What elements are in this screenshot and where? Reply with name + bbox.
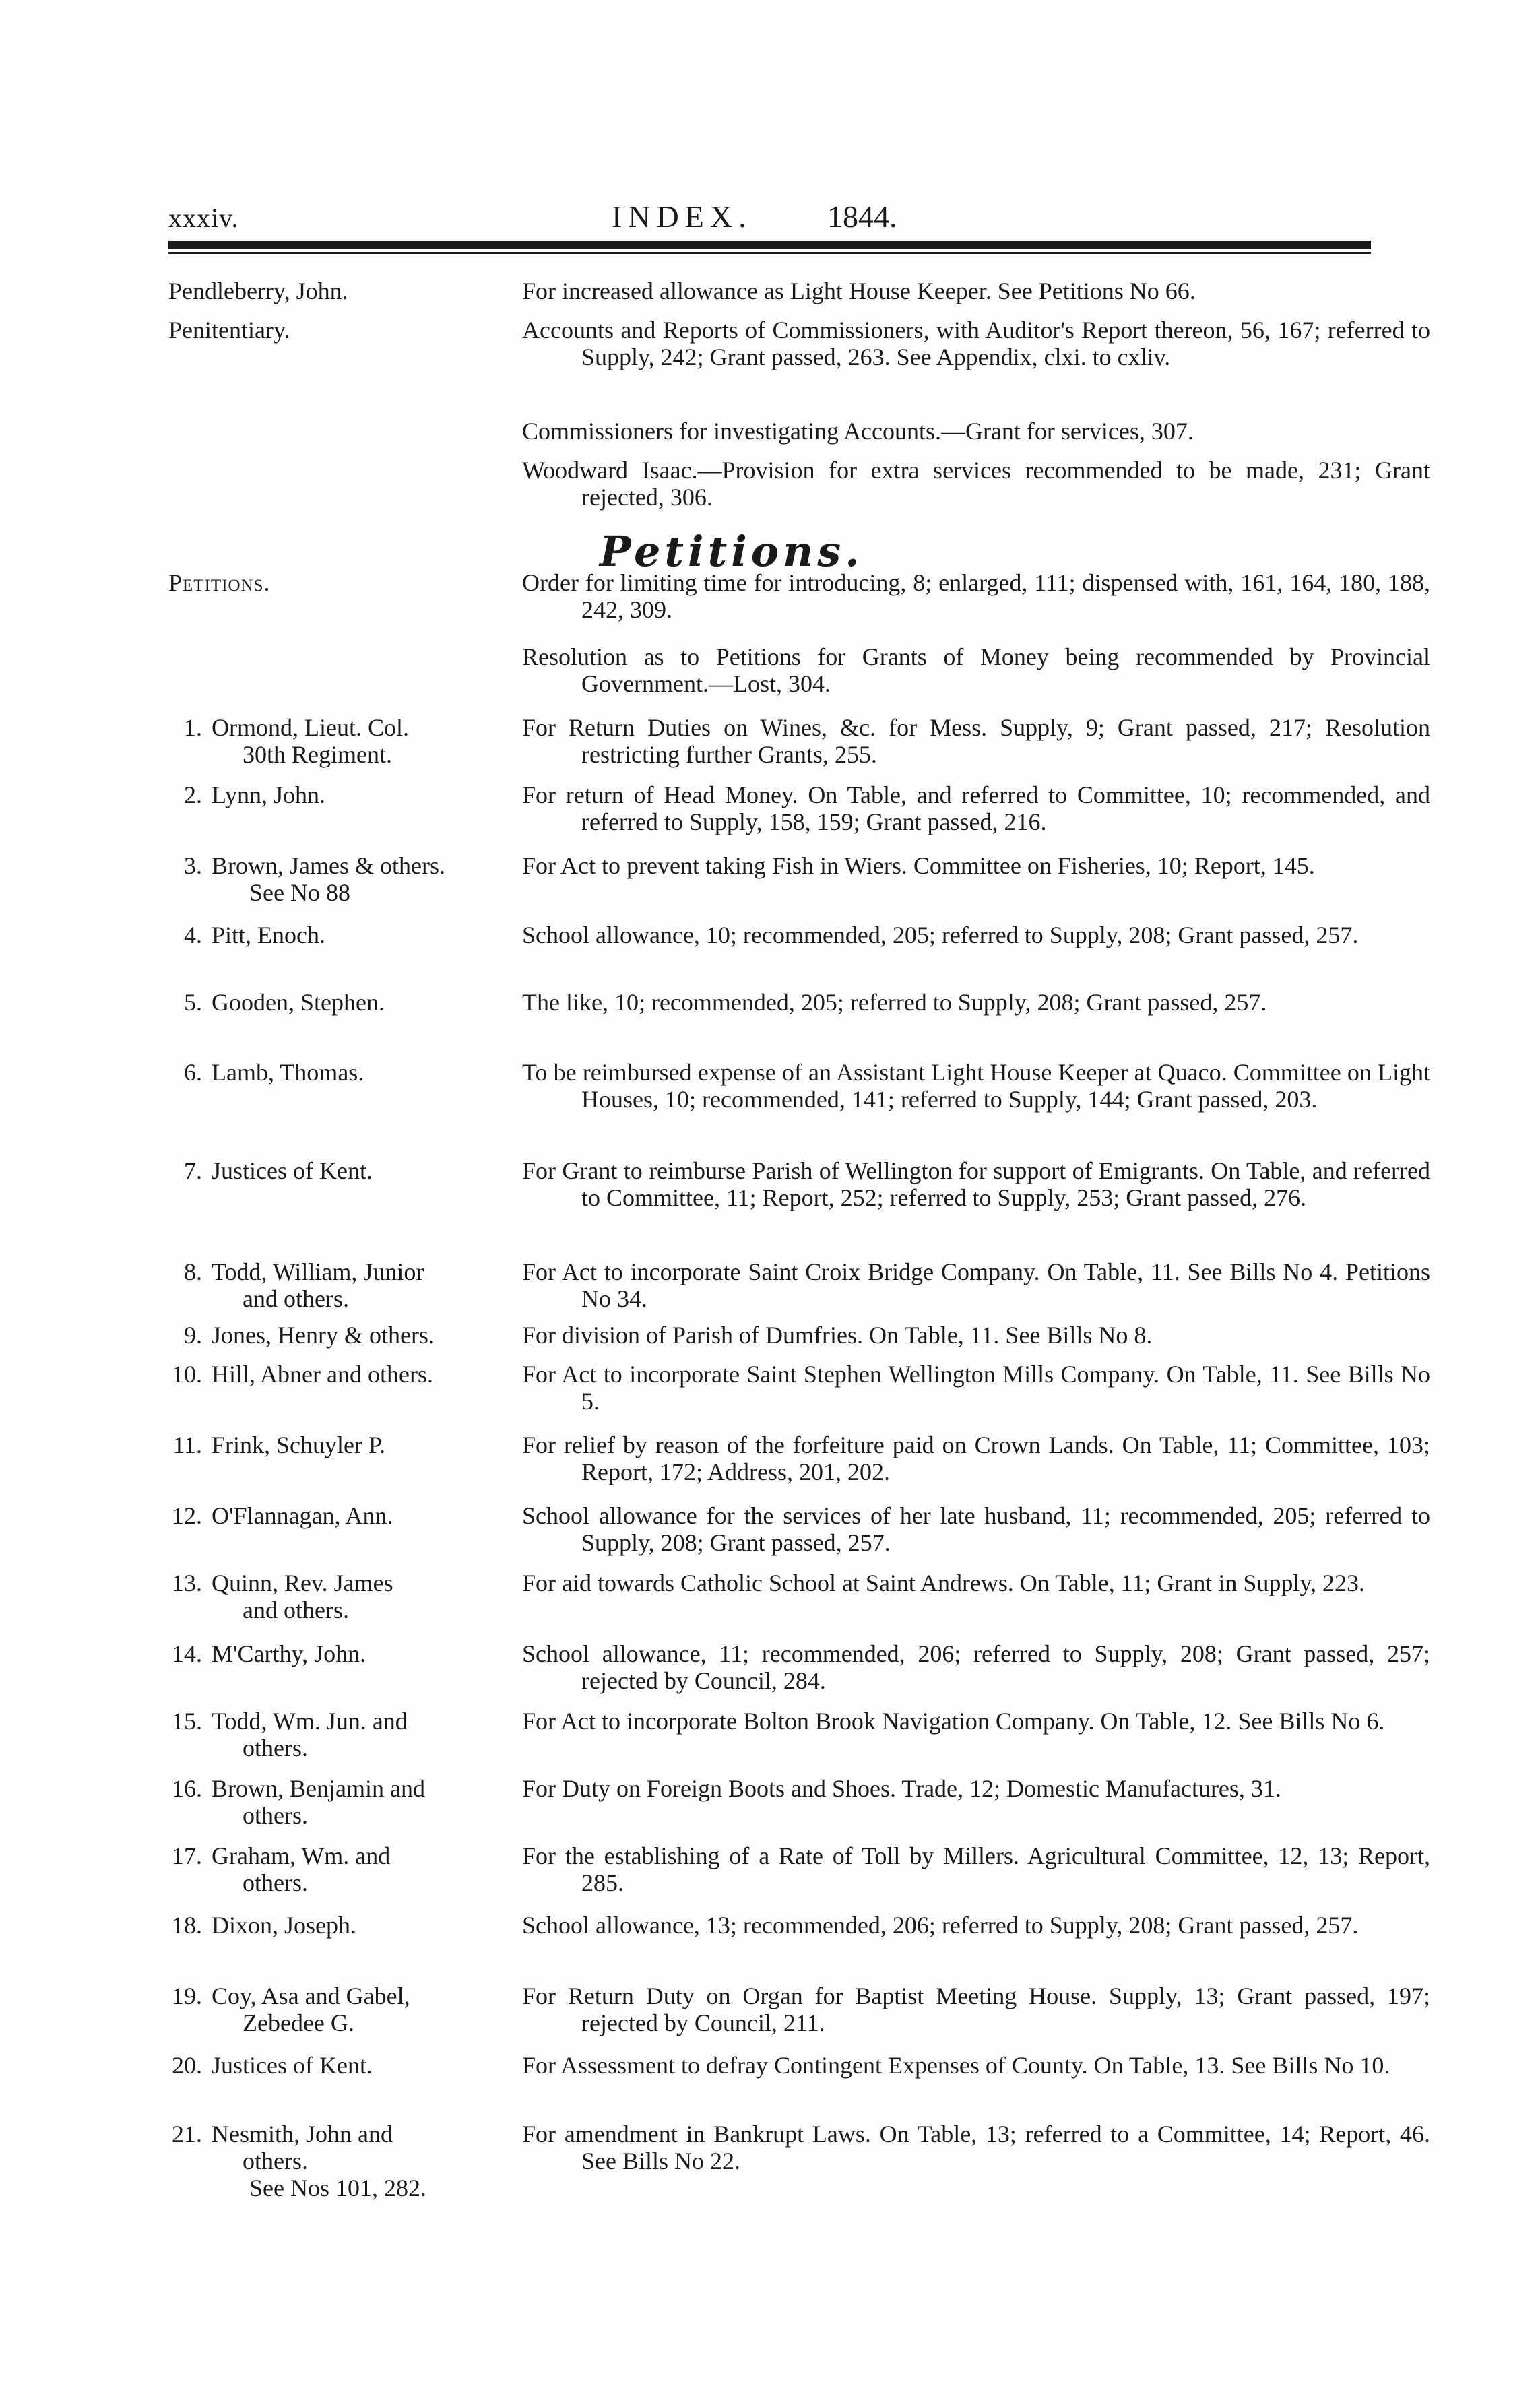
petition-name: Frink, Schuyler P. (212, 1431, 386, 1458)
petition-text: For amendment in Bankrupt Laws. On Table, 13; referred to a Committee, 14; Report, 46. See Bills No 22. (522, 2121, 1430, 2174)
petition-subject (168, 1640, 519, 1667)
petition-subject (168, 2121, 519, 2201)
petition-number: 20. (172, 2052, 202, 2079)
petition-name: Gooden, Stephen. (212, 989, 385, 1016)
petition-number: 16. (172, 1775, 202, 1802)
petition-name-cont: Zebedee G. (243, 2009, 354, 2036)
petition-subject (168, 1322, 519, 1349)
entry-text: Accounts and Reports of Commissioners, with Auditor's Report thereon, 56, 167; referred to Supply, 242; Grant passed, 263. See Appendix, clxi. to cxliv. (522, 317, 1430, 370)
entry-text: Order for limiting time for introducing, 8; enlarged, 111; dispensed with, 161, 164, 180, 188, 242, 309. (522, 569, 1430, 623)
header-rule-thin (168, 252, 1371, 254)
header-rule-thick (168, 241, 1371, 249)
petition-text: The like, 10; recommended, 205; referred to Supply, 208; Grant passed, 257. (522, 989, 1267, 1016)
petition-name: Quinn, Rev. James (212, 1570, 393, 1596)
petition-name-cont: others. (243, 1802, 308, 1829)
entry-text: For increased allowance as Light House Keeper. See Petitions No 66. (522, 278, 1196, 304)
entry-subject: Penitentiary. (168, 317, 290, 344)
petition-subject (168, 1502, 519, 1529)
petition-text: For Duty on Foreign Boots and Shoes. Trade, 12; Domestic Manufactures, 31. (522, 1775, 1281, 1802)
petition-name-cont: and others. (243, 1596, 349, 1623)
petition-number: 14. (172, 1640, 202, 1667)
petition-name: Justices of Kent. (212, 1157, 373, 1184)
petition-name: Ormond, Lieut. Col. (212, 714, 409, 741)
petition-number: 13. (172, 1570, 202, 1596)
petition-subject (168, 714, 519, 768)
petition-number: 1. (184, 714, 202, 741)
petition-text: School allowance, 10; recommended, 205; referred to Supply, 208; Grant passed, 257. (522, 922, 1359, 948)
petition-text: For Assessment to defray Contingent Expenses of County. On Table, 13. See Bills No 10. (522, 2052, 1390, 2079)
petition-number: 11. (172, 1431, 202, 1458)
petition-text: For return of Head Money. On Table, and referred to Committee, 10; recommended, and referred to Supply, 158, 159; Grant passed, 216. (522, 781, 1430, 835)
petition-name-cont: 30th Regiment. (243, 741, 392, 768)
petition-text: To be reimbursed expense of an Assistant Light House Keeper at Quaco. Committee on Light Houses, 10; recommended, 141; referred to Supply, 144; Grant passed, 203. (522, 1059, 1430, 1113)
petition-subject (168, 1708, 519, 1762)
petition-text: For Act to incorporate Saint Croix Bridge Company. On Table, 11. See Bills No 4. Petitions No 34. (522, 1258, 1430, 1312)
petition-text: For the establishing of a Rate of Toll by Millers. Agricultural Committee, 12, 13; Report, 285. (522, 1842, 1430, 1896)
petition-number: 21. (172, 2121, 202, 2148)
section-label: Petitions. (168, 569, 271, 596)
petition-number: 17. (172, 1842, 202, 1869)
petition-number: 4. (184, 922, 202, 948)
petition-text: For relief by reason of the forfeiture paid on Crown Lands. On Table, 11; Committee, 103; Report, 172; Address, 201, 202. (522, 1431, 1430, 1485)
petition-name: Nesmith, John and (212, 2121, 393, 2148)
entry-text: Commissioners for investigating Accounts.—Grant for services, 307. (522, 418, 1194, 445)
petition-name: Graham, Wm. and (212, 1842, 391, 1869)
petition-subject (168, 1059, 519, 1086)
petition-name-cont: others. (243, 2148, 308, 2174)
petition-text: For Return Duties on Wines, &c. for Mess. Supply, 9; Grant passed, 217; Resolution restricting further Grants, 255. (522, 714, 1430, 768)
petition-number: 15. (172, 1708, 202, 1735)
petition-number: 19. (172, 1982, 202, 2009)
petition-text: For Act to incorporate Bolton Brook Navigation Company. On Table, 12. See Bills No 6. (522, 1708, 1385, 1735)
petition-see: See Nos 101, 282. (249, 2174, 426, 2201)
petition-name: Dixon, Joseph. (212, 1912, 356, 1939)
petition-subject (168, 1570, 519, 1623)
section-heading: Petitions. (600, 527, 864, 576)
petition-subject (168, 1361, 519, 1388)
petition-subject (168, 1912, 519, 1939)
petition-name: Todd, William, Junior (212, 1258, 424, 1285)
petition-name: Brown, Benjamin and (212, 1775, 425, 1802)
petition-subject (168, 1431, 519, 1458)
petition-subject (168, 1775, 519, 1829)
petition-text: For aid towards Catholic School at Saint Andrews. On Table, 11; Grant in Supply, 223. (522, 1570, 1366, 1596)
petition-name: O'Flannagan, Ann. (212, 1502, 393, 1529)
page-number: xxxiv. (168, 203, 239, 233)
petition-name-cont: others. (243, 1869, 308, 1896)
petition-text: For Act to incorporate Saint Stephen Wellington Mills Company. On Table, 11. See Bills No 5. (522, 1361, 1430, 1415)
petition-name: M'Carthy, John. (212, 1640, 366, 1667)
petition-subject (168, 1842, 519, 1896)
petition-number: 8. (184, 1258, 202, 1285)
petition-name-cont: and others. (243, 1285, 349, 1312)
petition-subject (168, 922, 519, 948)
page-year: 1844. (827, 199, 897, 234)
petition-text: For Grant to reimburse Parish of Wellington for support of Emigrants. On Table, and referred to Committee, 11; Report, 252; referred to Supply, 253; Grant passed, 276. (522, 1157, 1430, 1211)
petition-text: School allowance for the services of her late husband, 11; recommended, 205; referred to Supply, 208; Grant passed, 257. (522, 1502, 1430, 1556)
petition-name: Coy, Asa and Gabel, (212, 1982, 410, 2009)
entry-text: Woodward Isaac.—Provision for extra services recommended to be made, 231; Grant rejected, 306. (522, 457, 1430, 511)
petition-text: School allowance, 13; recommended, 206; referred to Supply, 208; Grant passed, 257. (522, 1912, 1359, 1939)
petition-name: Brown, James & others. (212, 852, 445, 879)
petition-name: Justices of Kent. (212, 2052, 373, 2079)
petition-subject (168, 781, 519, 808)
petition-number: 7. (184, 1157, 202, 1184)
petition-text: For division of Parish of Dumfries. On Table, 11. See Bills No 8. (522, 1322, 1153, 1349)
entry-text: Resolution as to Petitions for Grants of Money being recommended by Provincial Government.—Lost, 304. (522, 643, 1430, 697)
petition-number: 10. (172, 1361, 202, 1388)
petition-name: Hill, Abner and others. (212, 1361, 433, 1388)
petition-name-cont: others. (243, 1735, 308, 1762)
petition-name: Lamb, Thomas. (212, 1059, 364, 1086)
petition-name: Jones, Henry & others. (212, 1322, 435, 1349)
petition-number: 5. (184, 989, 202, 1016)
petition-name: Pitt, Enoch. (212, 922, 325, 948)
petition-subject (168, 1157, 519, 1184)
petition-text: For Return Duty on Organ for Baptist Meeting House. Supply, 13; Grant passed, 197; rejected by Council, 211. (522, 1982, 1430, 2036)
petition-subject (168, 852, 519, 906)
petition-number: 12. (172, 1502, 202, 1529)
petition-name: Todd, Wm. Jun. and (212, 1708, 408, 1735)
petition-subject (168, 989, 519, 1016)
entry-subject: Pendleberry, John. (168, 278, 348, 304)
page-title: INDEX. (612, 199, 752, 234)
petition-number: 6. (184, 1059, 202, 1086)
petition-number: 9. (184, 1322, 202, 1349)
petition-text: For Act to prevent taking Fish in Wiers. Committee on Fisheries, 10; Report, 145. (522, 852, 1315, 879)
petition-see: See No 88 (249, 879, 350, 906)
petition-number: 2. (184, 781, 202, 808)
petition-subject (168, 1258, 519, 1312)
petition-name: Lynn, John. (212, 781, 326, 808)
petition-number: 18. (172, 1912, 202, 1939)
petition-subject (168, 2052, 519, 2079)
petition-text: School allowance, 11; recommended, 206; referred to Supply, 208; Grant passed, 257; rejected by Council, 284. (522, 1640, 1430, 1694)
petition-subject (168, 1982, 519, 2036)
petition-number: 3. (184, 852, 202, 879)
